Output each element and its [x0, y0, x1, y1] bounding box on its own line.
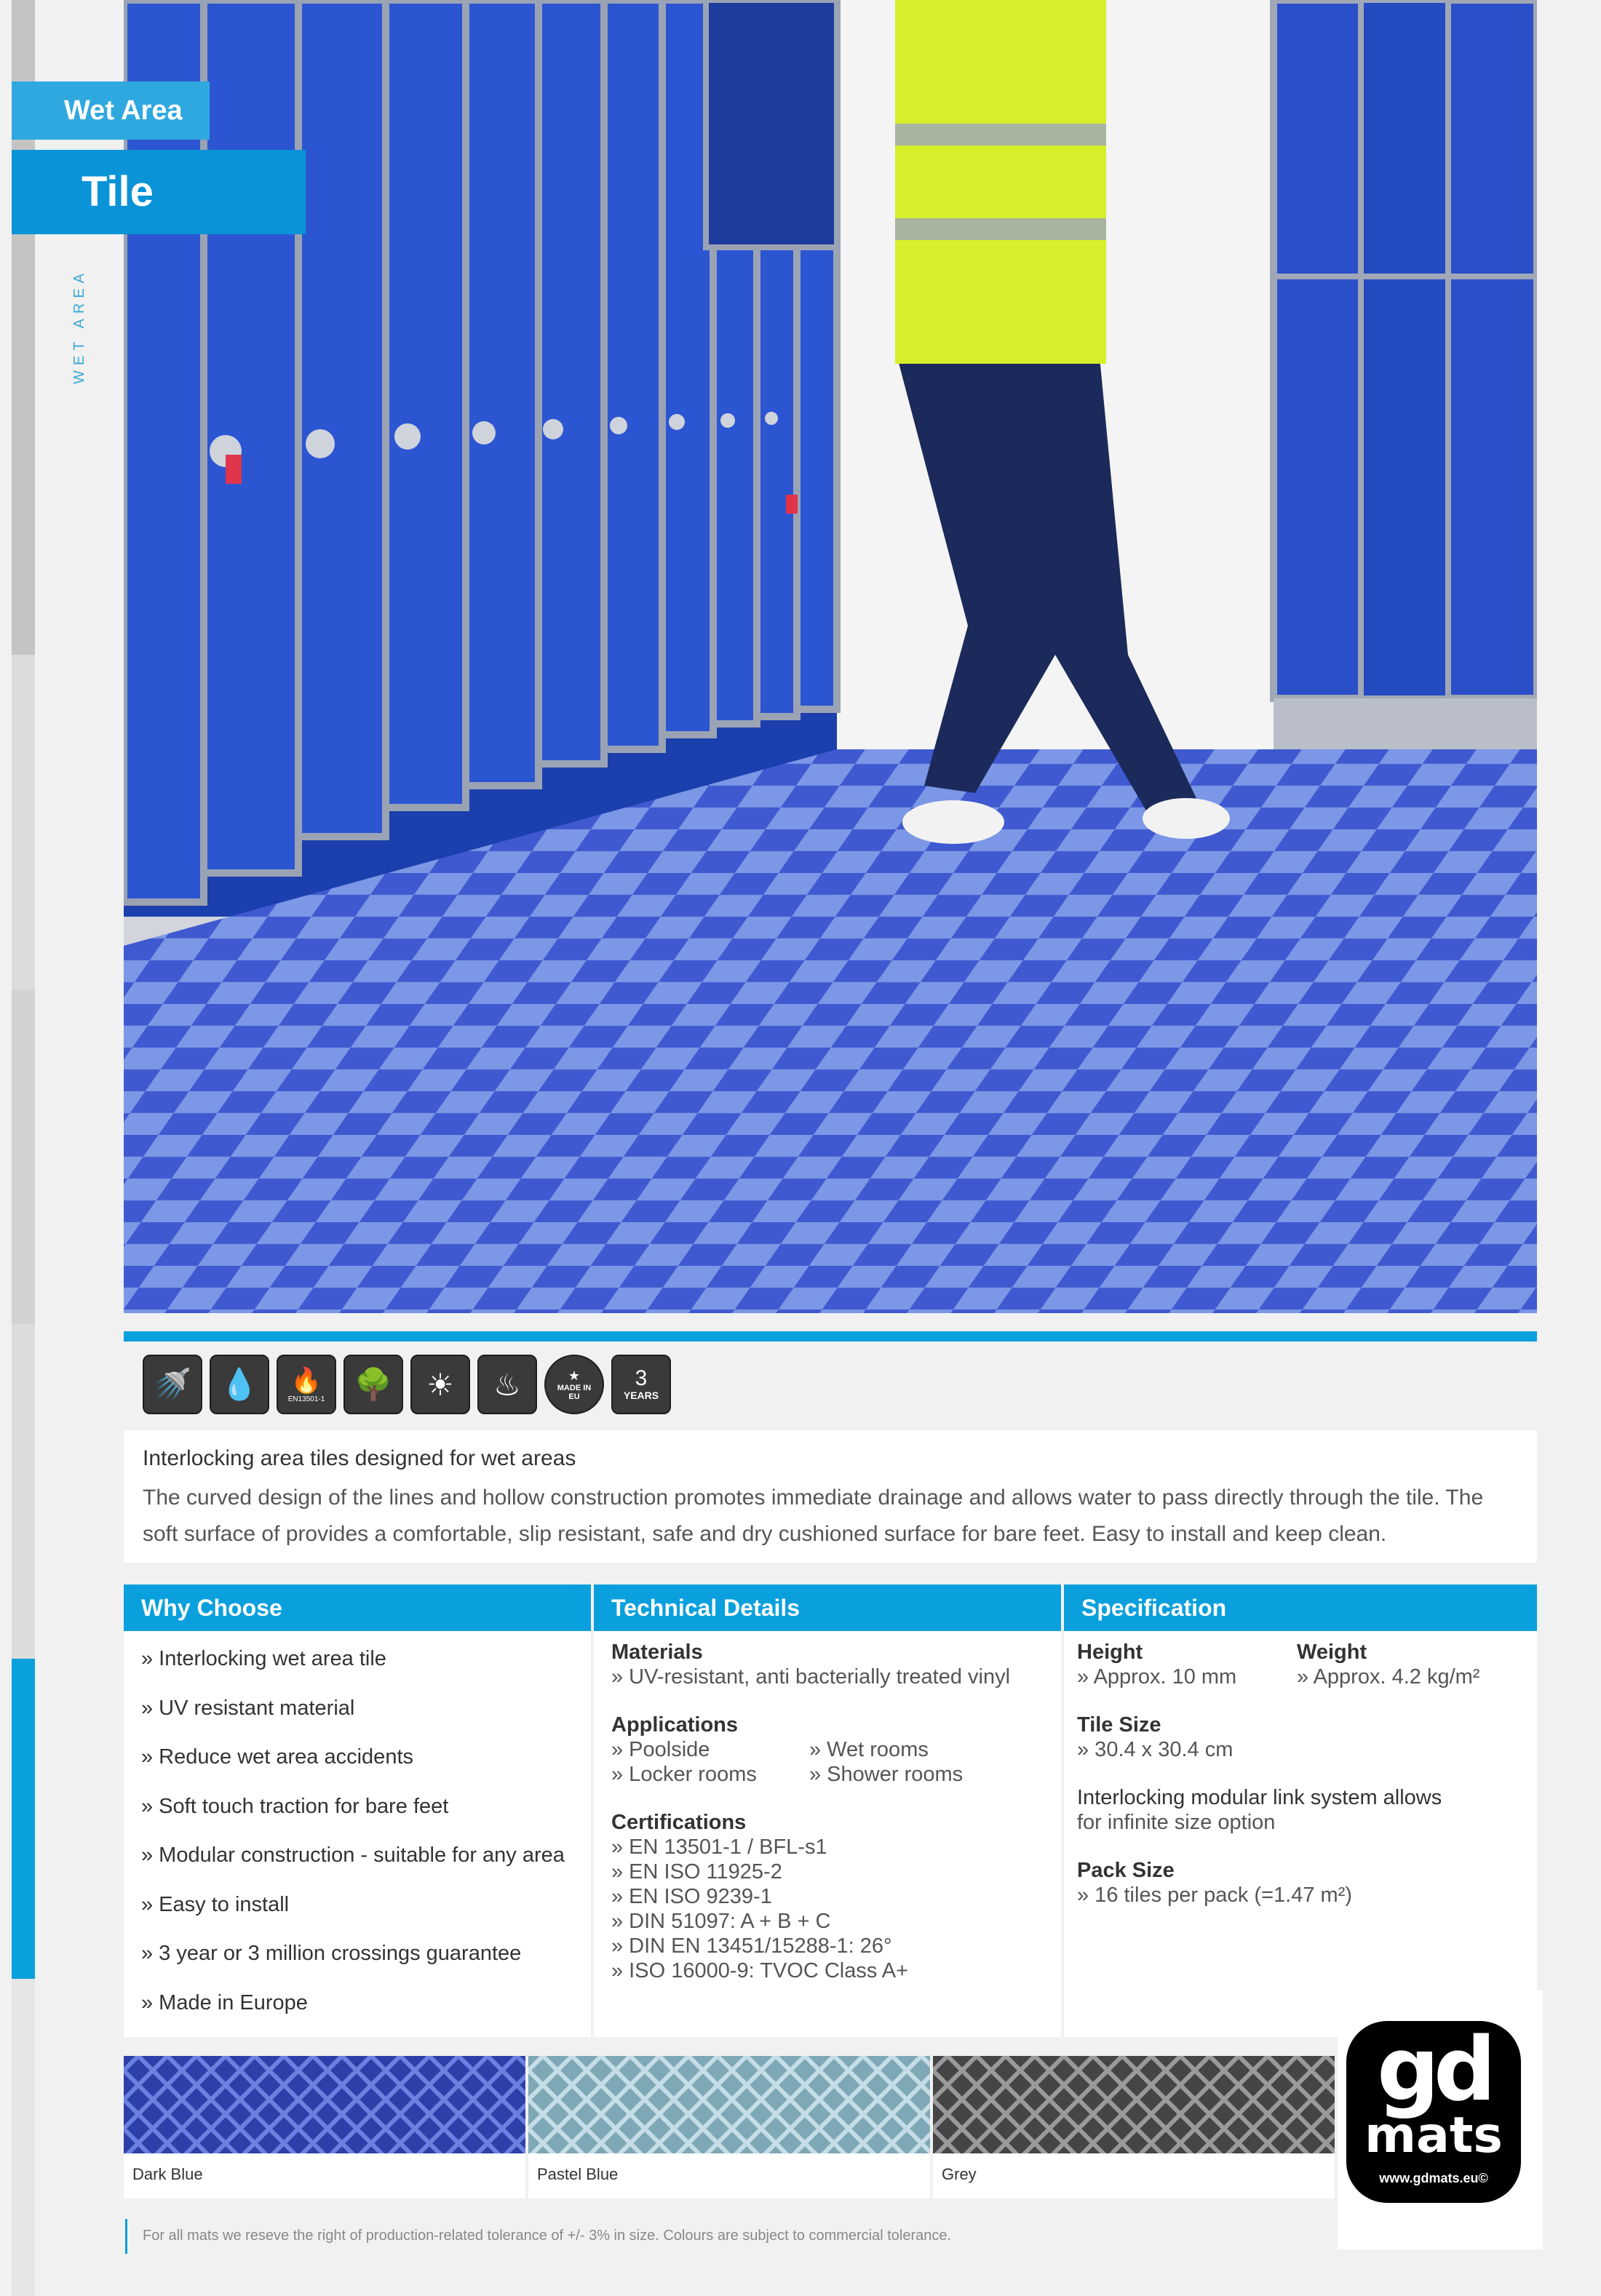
technical-details-panel: [594, 1585, 1061, 2037]
certification-item: » EN 13501-1 / BFL-s1: [611, 1835, 827, 1859]
description-box: [124, 1430, 1537, 1563]
colour-swatch-dark-blue: [124, 2056, 525, 2199]
specification-title: Specification: [1064, 1585, 1537, 1631]
interlock-note-2: for infinite size option: [1077, 1811, 1276, 1834]
pack-size-title: Pack Size: [1077, 1859, 1175, 1882]
feature-icons: [143, 1355, 671, 1417]
pressure-wash-icon: 🚿: [143, 1355, 202, 1414]
guarantee-icon: 3 YEARS: [611, 1355, 671, 1414]
swatch-label: Dark Blue: [132, 2165, 203, 2183]
why-choose-item: » Interlocking wet area tile: [141, 1647, 386, 1670]
product-title: Tile: [12, 150, 306, 234]
swatch-label: Pastel Blue: [537, 2165, 619, 2183]
application-item: » Wet rooms: [809, 1738, 929, 1761]
why-choose-item: » Soft touch traction for bare feet: [141, 1794, 449, 1818]
interlock-note: Interlocking modular link system allows: [1077, 1786, 1442, 1809]
side-strip: [12, 0, 35, 2296]
gdmats-logo: gd mats www.gdmats.eu©: [1346, 2021, 1521, 2203]
certification-item: » DIN EN 13451/15288-1: 26°: [611, 1934, 892, 1958]
heat-icon: ♨: [477, 1355, 537, 1414]
vertical-section-label: WET AREA: [71, 268, 87, 384]
why-choose-title: Why Choose: [124, 1585, 591, 1631]
tile-size-title: Tile Size: [1077, 1713, 1161, 1737]
uv-resistant-icon: ☀: [410, 1355, 470, 1414]
colour-swatch-grey: [933, 2056, 1335, 2199]
application-item: » Locker rooms: [611, 1763, 757, 1786]
description-heading: Interlocking area tiles designed for wet areas: [143, 1446, 576, 1470]
certification-item: » ISO 16000-9: TVOC Class A+: [611, 1959, 909, 1982]
weight-title: Weight: [1297, 1641, 1367, 1664]
certification-item: » DIN 51097: A + B + C: [611, 1910, 831, 1933]
materials-title: Materials: [611, 1641, 703, 1664]
certifications-title: Certifications: [611, 1811, 747, 1834]
why-choose-item: » 3 year or 3 million crossings guarantee: [141, 1942, 522, 1965]
category-label: Wet Area: [12, 81, 210, 140]
description-body: The curved design of the lines and hollow construction promotes immediate drainage and allows water to pass directly through the tile. The soft surface of provides a comfortable, slip resistant, safe and dry cushioned surface for bare feet. Easy to install and keep clean.: [143, 1486, 1484, 1546]
height-title: Height: [1077, 1641, 1143, 1664]
why-choose-item: » Made in Europe: [141, 1990, 308, 2014]
materials-value: » UV-resistant, anti bacterially treated vinyl: [611, 1665, 1011, 1689]
weight-value: » Approx. 4.2 kg/m²: [1297, 1665, 1480, 1689]
fire-rating-icon: 🔥 EN13501-1: [277, 1355, 336, 1414]
footer-accent: [125, 2219, 127, 2254]
antibacterial-tree-icon: 🌳: [343, 1355, 403, 1414]
why-choose-item: » Easy to install: [141, 1892, 290, 1916]
section-divider: [124, 1331, 1537, 1342]
technical-title: Technical Details: [594, 1585, 1061, 1631]
swatch-label: Grey: [942, 2165, 977, 2183]
specification-panel: [1064, 1585, 1537, 2037]
why-choose-item: » UV resistant material: [141, 1696, 355, 1720]
application-item: » Shower rooms: [809, 1763, 964, 1786]
footer-note: For all mats we reseve the right of production-related tolerance of +/- 3% in size. Colours are subject to commercial tolerance.: [143, 2228, 952, 2244]
colour-swatch-pastel-blue: [528, 2056, 930, 2199]
drainage-icon: 💧: [210, 1355, 269, 1414]
certification-item: » EN ISO 9239-1: [611, 1885, 772, 1908]
why-choose-item: » Modular construction - suitable for any area: [141, 1843, 565, 1867]
made-in-eu-icon: ★ MADE IN EU: [544, 1355, 604, 1414]
height-value: » Approx. 10 mm: [1077, 1665, 1237, 1689]
application-item: » Poolside: [611, 1738, 710, 1761]
why-choose-panel: [124, 1585, 591, 2037]
pack-size-value: » 16 tiles per pack (=1.47 m²): [1077, 1884, 1352, 1907]
certification-item: » EN ISO 11925-2: [611, 1860, 782, 1884]
applications-title: Applications: [611, 1713, 739, 1737]
tile-size-value: » 30.4 x 30.4 cm: [1077, 1738, 1233, 1761]
hero-photo: [124, 0, 1537, 1313]
why-choose-item: » Reduce wet area accidents: [141, 1745, 413, 1769]
logo-box: [1338, 1990, 1543, 2249]
